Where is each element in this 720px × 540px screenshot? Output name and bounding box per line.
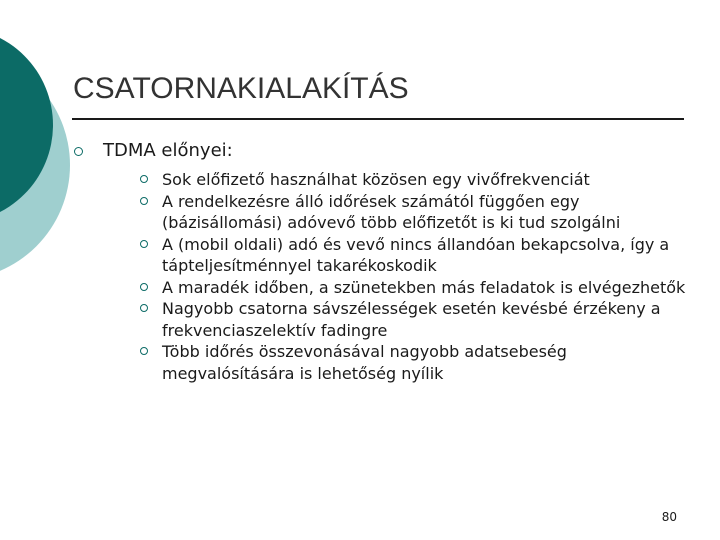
main-bullet-text: TDMA előnyei: [103,140,233,161]
hollow-circle-icon [74,147,83,156]
sub-bullet-item [70,277,690,299]
sub-bullet-text: Sok előfizető használhat közösen egy vivőfrekvenciát [162,170,590,189]
hollow-circle-icon [140,175,148,183]
sub-bullet-text: A (mobil oldali) adó és vevő nincs állandóan bekapcsolva, így a tápteljesítménnyel takarékoskodik [162,234,670,275]
main-bullet [70,138,690,164]
sub-bullet-item [70,298,690,341]
sub-bullet-list [70,169,690,384]
hollow-circle-icon [140,304,148,312]
sub-bullet-text: Nagyobb csatorna sávszélességek esetén kevésbé érzékeny a frekvenciaszelektív fadingre [162,299,661,340]
sub-bullet-item [70,341,690,384]
hollow-circle-icon [140,283,148,291]
page-number: 80 [661,510,677,524]
sub-bullet-text: A maradék időben, a szünetekben más feladatok is elvégezhetők [162,277,686,297]
hollow-circle-icon [140,347,148,355]
hollow-circle-icon [140,240,148,248]
light-teal-circle [0,50,70,280]
sub-bullet-item [70,234,690,277]
sub-bullet-text: A rendelkezésre álló időrések számától függően egy (bázisállomási) adóvevő több előfizetőt is ki tud szolgálni [162,191,621,232]
slide-title: CSATORNAKIALAKÍTÁS [73,72,409,105]
hollow-circle-icon [140,197,148,205]
dark-teal-circle [0,27,53,223]
sub-bullet-text: Több időrés összevonásával nagyobb adatsebeség megvalósítására is lehetőség nyílik [162,342,567,383]
sub-bullet-item [70,169,690,191]
title-underline [72,118,684,120]
sub-bullet-item [70,191,690,234]
slide-content [70,138,690,384]
